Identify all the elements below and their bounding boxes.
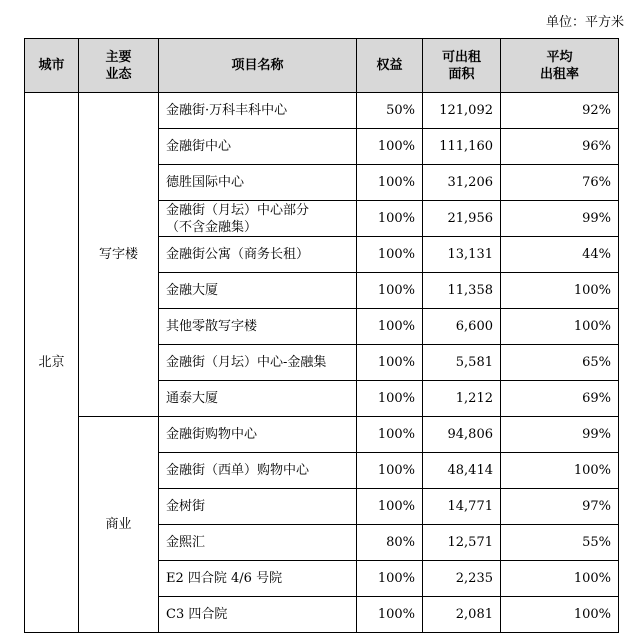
project-name: 其他零散写字楼 <box>159 309 357 345</box>
area-value: 6,600 <box>423 309 501 345</box>
header-business <box>79 39 159 93</box>
project-name <box>159 201 357 237</box>
header-row <box>25 39 619 93</box>
rate-value: 76% <box>501 165 619 201</box>
area-value: 21,956 <box>423 201 501 237</box>
area-value: 2,235 <box>423 561 501 597</box>
rate-value: 69% <box>501 381 619 417</box>
rate-value: 100% <box>501 273 619 309</box>
project-name: C3 四合院 <box>159 597 357 633</box>
header-project: 项目名称 <box>159 39 357 93</box>
rate-value: 99% <box>501 417 619 453</box>
header-rate-line1: 平均 <box>546 49 573 65</box>
equity-value: 100% <box>357 309 423 345</box>
equity-value: 100% <box>357 273 423 309</box>
area-value: 111,160 <box>423 129 501 165</box>
project-name: 德胜国际中心 <box>159 165 357 201</box>
project-name: 金熙汇 <box>159 525 357 561</box>
rate-value: 96% <box>501 129 619 165</box>
equity-value: 100% <box>357 561 423 597</box>
rate-value: 100% <box>501 597 619 633</box>
project-name: 金融街中心 <box>159 129 357 165</box>
header-area <box>423 39 501 93</box>
rate-value: 65% <box>501 345 619 381</box>
business-cell-office: 写字楼 <box>79 93 159 417</box>
equity-value: 100% <box>357 345 423 381</box>
area-value: 5,581 <box>423 345 501 381</box>
equity-value: 100% <box>357 381 423 417</box>
project-name: 金融街（西单）购物中心 <box>159 453 357 489</box>
area-value: 2,081 <box>423 597 501 633</box>
area-value: 31,206 <box>423 165 501 201</box>
rental-table <box>24 38 619 633</box>
project-name: 金融街购物中心 <box>159 417 357 453</box>
area-value: 11,358 <box>423 273 501 309</box>
project-name: 金树街 <box>159 489 357 525</box>
project-name: E2 四合院 4/6 号院 <box>159 561 357 597</box>
header-rate-line2: 出租率 <box>539 66 579 82</box>
city-cell: 北京 <box>25 93 79 633</box>
equity-value: 80% <box>357 525 423 561</box>
equity-value: 100% <box>357 597 423 633</box>
rate-value: 100% <box>501 561 619 597</box>
project-name: 金融大厦 <box>159 273 357 309</box>
project-name-line1: 金融街（月坛）中心部分 <box>166 202 310 218</box>
area-value: 14,771 <box>423 489 501 525</box>
area-value: 48,414 <box>423 453 501 489</box>
project-name: 金融街（月坛）中心-金融集 <box>159 345 357 381</box>
header-city: 城市 <box>25 39 79 93</box>
rate-value: 92% <box>501 93 619 129</box>
equity-value: 100% <box>357 201 423 237</box>
rate-value: 97% <box>501 489 619 525</box>
header-area-line1: 可出租 <box>441 49 481 65</box>
project-name: 金融街公寓（商务长租） <box>159 237 357 273</box>
area-value: 1,212 <box>423 381 501 417</box>
table-row <box>25 93 619 129</box>
equity-value: 100% <box>357 129 423 165</box>
unit-label: 单位：平方米 <box>545 15 624 30</box>
project-name: 通泰大厦 <box>159 381 357 417</box>
header-business-line1: 主要 <box>105 49 132 65</box>
rate-value: 44% <box>501 237 619 273</box>
equity-value: 100% <box>357 237 423 273</box>
area-value: 13,131 <box>423 237 501 273</box>
area-value: 94,806 <box>423 417 501 453</box>
rate-value: 100% <box>501 309 619 345</box>
equity-value: 50% <box>357 93 423 129</box>
rate-value: 55% <box>501 525 619 561</box>
area-value: 121,092 <box>423 93 501 129</box>
table-row <box>25 417 619 453</box>
area-value: 12,571 <box>423 525 501 561</box>
rate-value: 100% <box>501 453 619 489</box>
equity-value: 100% <box>357 165 423 201</box>
header-business-line2: 业态 <box>105 66 132 82</box>
header-area-line2: 面积 <box>448 66 475 82</box>
header-rate <box>501 39 619 93</box>
equity-value: 100% <box>357 417 423 453</box>
equity-value: 100% <box>357 453 423 489</box>
equity-value: 100% <box>357 489 423 525</box>
header-equity: 权益 <box>357 39 423 93</box>
project-name: 金融街·万科丰科中心 <box>159 93 357 129</box>
rate-value: 99% <box>501 201 619 237</box>
business-cell-commercial: 商业 <box>79 417 159 633</box>
project-name-line2: （不含金融集） <box>166 219 258 235</box>
